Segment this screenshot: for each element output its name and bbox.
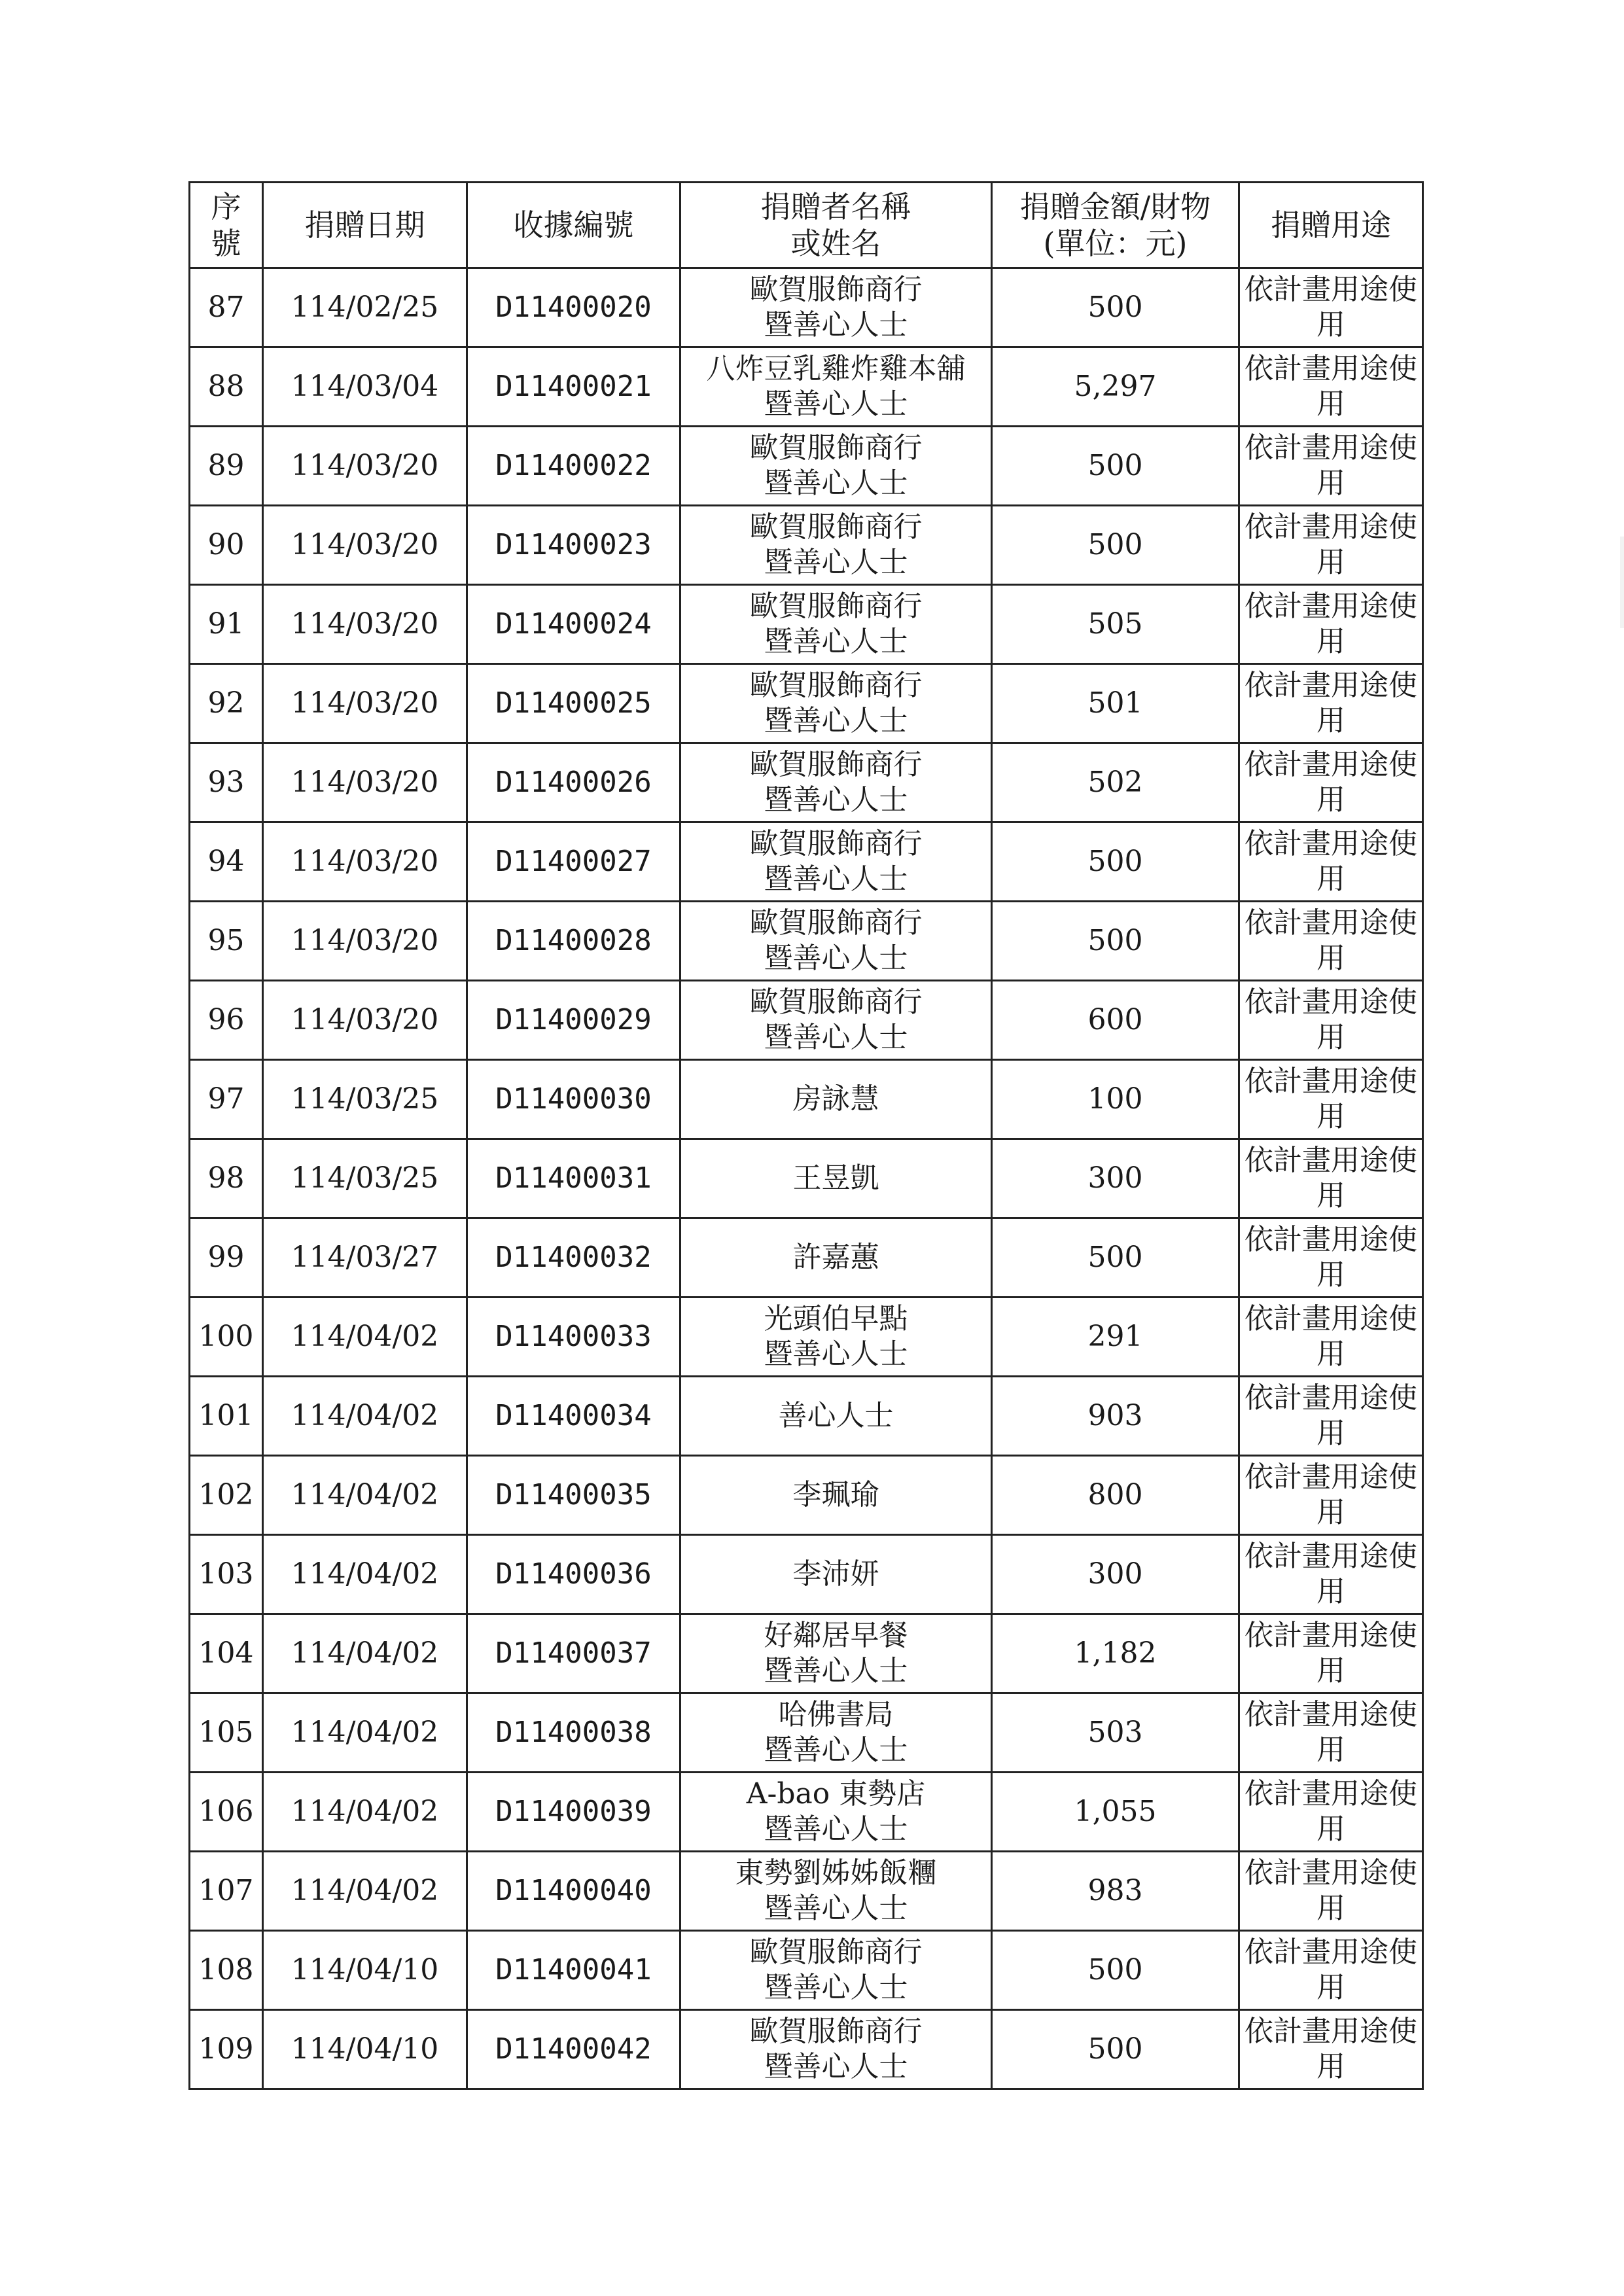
cell-donor	[680, 1614, 992, 1693]
cell-seq: 100	[190, 1298, 263, 1377]
cell-receipt: D11400026	[467, 743, 680, 822]
table-row	[190, 822, 1423, 902]
table-row	[190, 1535, 1423, 1614]
cell-donor	[680, 902, 992, 981]
cell-donor	[680, 1218, 992, 1298]
donor-name-line: 暨善心人士	[764, 1733, 908, 1767]
header-receipt: 收據編號	[467, 183, 680, 268]
donor-name-line: 歐賀服飾商行	[749, 590, 923, 623]
cell-seq: 88	[190, 347, 263, 427]
donor-name-line: 王昱凱	[792, 1161, 879, 1195]
table-row	[190, 743, 1423, 822]
cell-purpose: 依計畫用途使用	[1239, 1456, 1423, 1535]
cell-amount: 5,297	[992, 347, 1239, 427]
table-row	[190, 1377, 1423, 1456]
donor-name-line: 暨善心人士	[764, 942, 908, 975]
cell-amount: 983	[992, 1852, 1239, 1931]
cell-receipt: D11400037	[467, 1614, 680, 1693]
cell-amount: 505	[992, 585, 1239, 664]
cell-seq: 94	[190, 822, 263, 902]
table-row	[190, 1693, 1423, 1773]
cell-amount: 500	[992, 268, 1239, 347]
cell-receipt: D11400038	[467, 1693, 680, 1773]
cell-donor	[680, 1693, 992, 1773]
table-row	[190, 427, 1423, 506]
cell-receipt: D11400022	[467, 427, 680, 506]
header-donor-line-2: 或姓名	[790, 226, 881, 261]
cell-receipt: D11400029	[467, 981, 680, 1060]
cell-purpose: 依計畫用途使用	[1239, 822, 1423, 902]
table-row	[190, 981, 1423, 1060]
header-amount-line-2: (單位：元)	[1043, 226, 1188, 261]
donor-name-line: 李珮瑜	[792, 1478, 879, 1511]
donor-name-line: 暨善心人士	[764, 1971, 908, 2004]
cell-seq: 95	[190, 902, 263, 981]
header-seq-line-2: 號	[211, 226, 241, 261]
header-amount	[992, 183, 1239, 268]
cell-seq: 90	[190, 506, 263, 585]
donor-name-line: 暨善心人士	[764, 546, 908, 579]
cell-purpose: 依計畫用途使用	[1239, 427, 1423, 506]
cell-purpose: 依計畫用途使用	[1239, 1060, 1423, 1139]
scan-edge-mark	[1620, 537, 1624, 628]
cell-donor	[680, 506, 992, 585]
cell-seq: 107	[190, 1852, 263, 1931]
cell-purpose: 依計畫用途使用	[1239, 268, 1423, 347]
cell-purpose: 依計畫用途使用	[1239, 664, 1423, 743]
cell-amount: 600	[992, 981, 1239, 1060]
cell-date: 114/04/02	[263, 1852, 467, 1931]
cell-date: 114/03/25	[263, 1139, 467, 1218]
donor-name-line: 暨善心人士	[764, 1654, 908, 1687]
donor-name-line: 歐賀服飾商行	[749, 985, 923, 1019]
donor-name-line: 暨善心人士	[764, 2050, 908, 2083]
cell-donor	[680, 1298, 992, 1377]
cell-donor	[680, 1377, 992, 1456]
table-row	[190, 585, 1423, 664]
cell-receipt: D11400034	[467, 1377, 680, 1456]
cell-receipt: D11400030	[467, 1060, 680, 1139]
cell-receipt: D11400039	[467, 1773, 680, 1852]
cell-date: 114/04/02	[263, 1614, 467, 1693]
header-date: 捐贈日期	[263, 183, 467, 268]
cell-date: 114/04/02	[263, 1773, 467, 1852]
cell-date: 114/03/20	[263, 902, 467, 981]
donor-name-line: 東勢劉姊姊飯糰	[735, 1856, 937, 1890]
cell-date: 114/04/02	[263, 1535, 467, 1614]
cell-purpose: 依計畫用途使用	[1239, 1852, 1423, 1931]
table-row	[190, 1298, 1423, 1377]
cell-receipt: D11400028	[467, 902, 680, 981]
cell-seq: 104	[190, 1614, 263, 1693]
table-row	[190, 2010, 1423, 2089]
cell-donor	[680, 981, 992, 1060]
cell-purpose: 依計畫用途使用	[1239, 743, 1423, 822]
cell-amount: 503	[992, 1693, 1239, 1773]
cell-donor	[680, 1535, 992, 1614]
header-purpose: 捐贈用途	[1239, 183, 1423, 268]
cell-donor	[680, 1773, 992, 1852]
header-amount-line-1: 捐贈金額/財物	[1019, 189, 1211, 224]
donation-table	[188, 181, 1424, 2090]
donor-name-line: 暨善心人士	[764, 1812, 908, 1846]
donor-name-line: 歐賀服飾商行	[749, 827, 923, 860]
donor-name-line: 善心人士	[778, 1399, 894, 1432]
header-seq	[190, 183, 263, 268]
cell-purpose: 依計畫用途使用	[1239, 981, 1423, 1060]
cell-purpose: 依計畫用途使用	[1239, 1218, 1423, 1298]
cell-donor	[680, 1931, 992, 2010]
cell-date: 114/03/20	[263, 506, 467, 585]
cell-amount: 500	[992, 902, 1239, 981]
cell-date: 114/04/02	[263, 1693, 467, 1773]
donor-name-line: 暨善心人士	[764, 704, 908, 737]
cell-date: 114/03/25	[263, 1060, 467, 1139]
cell-receipt: D11400040	[467, 1852, 680, 1931]
cell-donor	[680, 1060, 992, 1139]
cell-amount: 291	[992, 1298, 1239, 1377]
cell-seq: 103	[190, 1535, 263, 1614]
cell-seq: 91	[190, 585, 263, 664]
cell-seq: 96	[190, 981, 263, 1060]
cell-date: 114/03/27	[263, 1218, 467, 1298]
donor-name-line: 歐賀服飾商行	[749, 431, 923, 465]
donor-name-line: 暨善心人士	[764, 1337, 908, 1371]
cell-purpose: 依計畫用途使用	[1239, 585, 1423, 664]
cell-date: 114/03/04	[263, 347, 467, 427]
table-row	[190, 1931, 1423, 2010]
cell-amount: 500	[992, 2010, 1239, 2089]
cell-donor	[680, 1456, 992, 1535]
cell-receipt: D11400042	[467, 2010, 680, 2089]
cell-date: 114/02/25	[263, 268, 467, 347]
donor-name-line: 好鄰居早餐	[764, 1619, 908, 1652]
cell-purpose: 依計畫用途使用	[1239, 1693, 1423, 1773]
cell-receipt: D11400025	[467, 664, 680, 743]
header-row	[190, 183, 1423, 268]
cell-amount: 500	[992, 1218, 1239, 1298]
table-row	[190, 506, 1423, 585]
table-body	[190, 268, 1423, 2089]
cell-receipt: D11400021	[467, 347, 680, 427]
cell-receipt: D11400033	[467, 1298, 680, 1377]
table-row	[190, 1773, 1423, 1852]
cell-receipt: D11400027	[467, 822, 680, 902]
cell-purpose: 依計畫用途使用	[1239, 1139, 1423, 1218]
cell-seq: 92	[190, 664, 263, 743]
cell-date: 114/03/20	[263, 981, 467, 1060]
header-donor-line-1: 捐贈者名稱	[760, 189, 911, 224]
cell-purpose: 依計畫用途使用	[1239, 1298, 1423, 1377]
donor-name-line: 暨善心人士	[764, 625, 908, 658]
cell-receipt: D11400032	[467, 1218, 680, 1298]
cell-receipt: D11400035	[467, 1456, 680, 1535]
donor-name-line: 暨善心人士	[764, 467, 908, 500]
cell-seq: 109	[190, 2010, 263, 2089]
donor-name-line: 哈佛書局	[778, 1698, 894, 1731]
cell-date: 114/03/20	[263, 743, 467, 822]
cell-amount: 501	[992, 664, 1239, 743]
cell-amount: 502	[992, 743, 1239, 822]
donor-name-line: 歐賀服飾商行	[749, 669, 923, 702]
table-row	[190, 664, 1423, 743]
cell-donor	[680, 743, 992, 822]
cell-purpose: 依計畫用途使用	[1239, 902, 1423, 981]
cell-donor	[680, 1139, 992, 1218]
cell-date: 114/03/20	[263, 664, 467, 743]
cell-donor	[680, 268, 992, 347]
cell-seq: 108	[190, 1931, 263, 2010]
cell-date: 114/03/20	[263, 822, 467, 902]
table-row	[190, 1456, 1423, 1535]
table-row	[190, 1852, 1423, 1931]
cell-receipt: D11400020	[467, 268, 680, 347]
table-row	[190, 1218, 1423, 1298]
cell-seq: 105	[190, 1693, 263, 1773]
cell-donor	[680, 822, 992, 902]
cell-receipt: D11400031	[467, 1139, 680, 1218]
cell-seq: 97	[190, 1060, 263, 1139]
cell-receipt: D11400036	[467, 1535, 680, 1614]
cell-amount: 800	[992, 1456, 1239, 1535]
cell-donor	[680, 2010, 992, 2089]
cell-amount: 500	[992, 506, 1239, 585]
table-row	[190, 1139, 1423, 1218]
donor-name-line: 房詠慧	[792, 1082, 879, 1116]
cell-amount: 500	[992, 427, 1239, 506]
table-row	[190, 902, 1423, 981]
cell-seq: 101	[190, 1377, 263, 1456]
donor-name-line: 歐賀服飾商行	[749, 1935, 923, 1969]
cell-amount: 300	[992, 1535, 1239, 1614]
donor-name-line: 光頭伯早點	[764, 1302, 908, 1335]
cell-purpose: 依計畫用途使用	[1239, 2010, 1423, 2089]
cell-seq: 99	[190, 1218, 263, 1298]
cell-date: 114/04/02	[263, 1456, 467, 1535]
donor-name-line: 暨善心人士	[764, 1021, 908, 1054]
cell-amount: 500	[992, 1931, 1239, 2010]
donor-name-line: 歐賀服飾商行	[749, 273, 923, 306]
cell-seq: 93	[190, 743, 263, 822]
table-row	[190, 1614, 1423, 1693]
donor-name-line: 暨善心人士	[764, 387, 908, 421]
cell-amount: 903	[992, 1377, 1239, 1456]
cell-purpose: 依計畫用途使用	[1239, 347, 1423, 427]
donor-name-line: 歐賀服飾商行	[749, 748, 923, 781]
donor-name-line: 許嘉蕙	[792, 1241, 879, 1274]
donor-name-line: 暨善心人士	[764, 308, 908, 342]
cell-receipt: D11400024	[467, 585, 680, 664]
cell-purpose: 依計畫用途使用	[1239, 1535, 1423, 1614]
cell-amount: 300	[992, 1139, 1239, 1218]
cell-purpose: 依計畫用途使用	[1239, 506, 1423, 585]
cell-seq: 106	[190, 1773, 263, 1852]
cell-seq: 102	[190, 1456, 263, 1535]
cell-purpose: 依計畫用途使用	[1239, 1931, 1423, 2010]
cell-purpose: 依計畫用途使用	[1239, 1377, 1423, 1456]
cell-date: 114/03/20	[263, 585, 467, 664]
donor-name-line: 暨善心人士	[764, 862, 908, 896]
cell-donor	[680, 664, 992, 743]
cell-amount: 1,055	[992, 1773, 1239, 1852]
cell-date: 114/04/02	[263, 1377, 467, 1456]
donor-name-line: A-bao 東勢店	[746, 1777, 926, 1810]
header-seq-line-1: 序	[211, 189, 241, 224]
cell-date: 114/04/10	[263, 2010, 467, 2089]
cell-donor	[680, 427, 992, 506]
cell-date: 114/03/20	[263, 427, 467, 506]
donor-name-line: 八炸豆乳雞炸雞本舖	[706, 352, 966, 385]
donor-name-line: 歐賀服飾商行	[749, 2015, 923, 2048]
donor-name-line: 暨善心人士	[764, 783, 908, 817]
cell-donor	[680, 347, 992, 427]
cell-amount: 100	[992, 1060, 1239, 1139]
table-row	[190, 1060, 1423, 1139]
cell-date: 114/04/02	[263, 1298, 467, 1377]
cell-receipt: D11400041	[467, 1931, 680, 2010]
cell-donor	[680, 585, 992, 664]
cell-amount: 500	[992, 822, 1239, 902]
cell-seq: 87	[190, 268, 263, 347]
cell-purpose: 依計畫用途使用	[1239, 1614, 1423, 1693]
table-row	[190, 268, 1423, 347]
cell-amount: 1,182	[992, 1614, 1239, 1693]
cell-purpose: 依計畫用途使用	[1239, 1773, 1423, 1852]
cell-receipt: D11400023	[467, 506, 680, 585]
cell-donor	[680, 1852, 992, 1931]
cell-date: 114/04/10	[263, 1931, 467, 2010]
cell-seq: 98	[190, 1139, 263, 1218]
table-row	[190, 347, 1423, 427]
header-donor	[680, 183, 992, 268]
donor-name-line: 歐賀服飾商行	[749, 906, 923, 940]
donor-name-line: 暨善心人士	[764, 1892, 908, 1925]
donor-name-line: 歐賀服飾商行	[749, 510, 923, 544]
donor-name-line: 李沛妍	[792, 1557, 879, 1591]
cell-seq: 89	[190, 427, 263, 506]
